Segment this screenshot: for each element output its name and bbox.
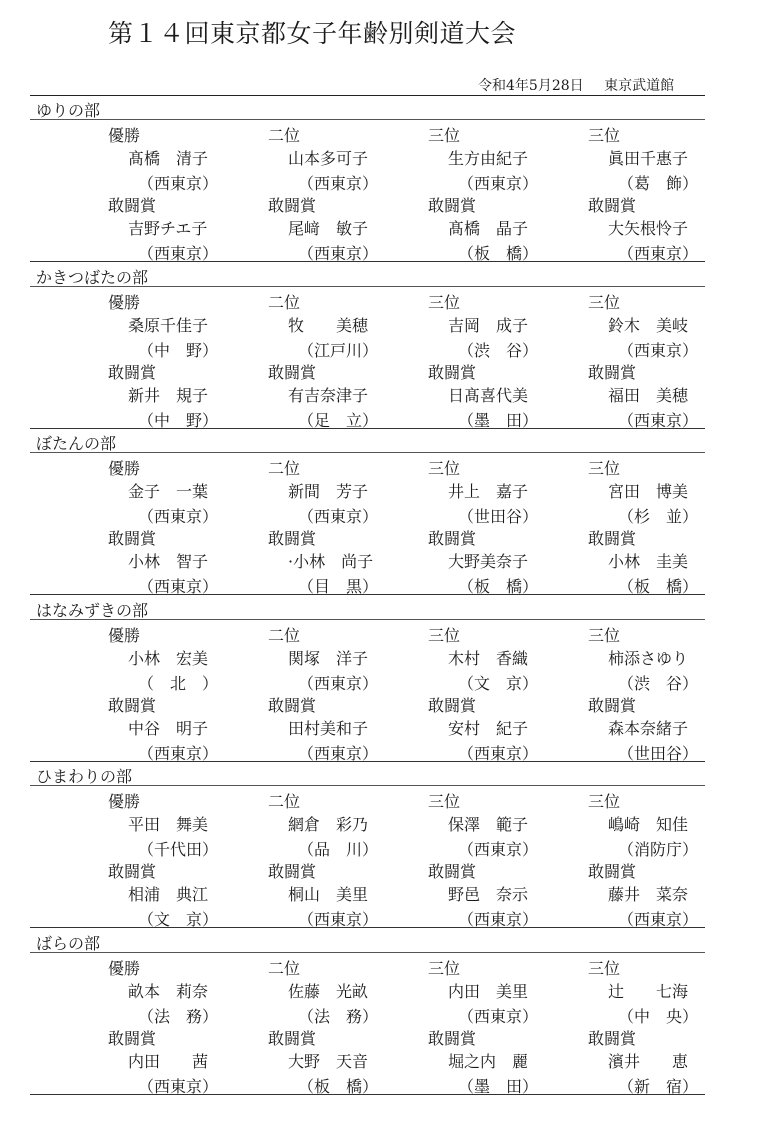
player-name: 桐山 美里	[288, 885, 369, 904]
team-name: （西東京）	[618, 410, 699, 430]
award-label: 敢闘賞	[588, 529, 637, 548]
team-name: （墨 田）	[458, 1076, 539, 1096]
division-name: ひまわりの部	[36, 767, 133, 786]
division-name: ばらの部	[36, 933, 101, 953]
award-label: 敢闘賞	[428, 362, 477, 382]
player-name: 桑原千佳子	[128, 315, 209, 335]
team-name: （西東京）	[298, 507, 379, 526]
team-name: （足 立）	[298, 410, 379, 430]
rank-label: 三位	[428, 459, 461, 478]
player-name: 田村美和子	[288, 718, 369, 738]
team-name: （中 野）	[138, 340, 219, 360]
player-name: 辻 七海	[608, 981, 689, 1001]
player-name: 木村 香織	[448, 648, 529, 668]
award-label: 敢闘賞	[108, 529, 157, 548]
division-name: はなみずきの部	[36, 600, 149, 620]
team-name: （西東京）	[618, 910, 699, 929]
team-name: （墨 田）	[458, 410, 539, 430]
division-rule	[30, 952, 705, 953]
player-name: 髙橋 清子	[128, 149, 209, 168]
player-name: 関塚 洋子	[288, 648, 369, 668]
award-label: 敢闘賞	[108, 362, 157, 382]
player-name: 新間 芳子	[288, 482, 369, 501]
rank-label: 優勝	[108, 292, 141, 312]
rank-label: 優勝	[108, 126, 141, 145]
division-rule	[30, 286, 705, 287]
team-name: （世田谷）	[618, 743, 699, 763]
team-name: （板 橋）	[458, 244, 539, 263]
team-name: （法 務）	[138, 1006, 219, 1026]
award-label: 敢闘賞	[588, 862, 637, 881]
team-name: （西東京）	[138, 174, 219, 193]
award-label: 敢闘賞	[428, 529, 477, 548]
player-name: 小林 宏美	[128, 648, 209, 668]
team-name: （西東京）	[458, 840, 539, 859]
player-name: 髙橋 晶子	[448, 219, 529, 238]
team-name: （西東京）	[298, 743, 379, 763]
player-name: 大野 天音	[288, 1051, 369, 1071]
division-block	[30, 96, 705, 262]
award-label: 敢闘賞	[428, 695, 477, 715]
player-name: 網倉 彩乃	[288, 815, 369, 834]
rank-label: 三位	[588, 792, 621, 811]
team-name: （渋 谷）	[458, 340, 539, 360]
award-label: 敢闘賞	[268, 529, 317, 548]
division-block	[30, 263, 705, 429]
rank-label: 三位	[588, 459, 621, 478]
player-name: 有吉奈津子	[288, 385, 369, 405]
division-bottom-rule	[30, 1094, 705, 1095]
player-name: 濱井 恵	[608, 1051, 689, 1071]
player-name: 福田 美穂	[608, 385, 689, 405]
team-name: （世田谷）	[458, 507, 539, 526]
event-venue: 東京武道館	[604, 78, 675, 94]
rank-label: 優勝	[108, 459, 141, 478]
rank-label: 三位	[428, 958, 461, 978]
rank-label: 二位	[268, 625, 301, 645]
team-name: （渋 谷）	[618, 673, 699, 693]
team-name: （目 黒）	[298, 577, 379, 596]
division-name: ぼたんの部	[36, 434, 117, 453]
team-name: （西東京）	[618, 340, 699, 360]
event-meta	[478, 75, 674, 95]
team-name: （西東京）	[458, 1006, 539, 1026]
team-name: （品 川）	[298, 840, 379, 859]
team-name: （西東京）	[458, 743, 539, 763]
player-name: 金子 一葉	[128, 482, 209, 501]
award-label: 敢闘賞	[268, 862, 317, 881]
player-name: 内田 茜	[128, 1051, 209, 1071]
player-name: 平田 舞美	[128, 815, 209, 834]
event-date: 令和4年5月28日	[478, 78, 584, 94]
rank-label: 二位	[268, 292, 301, 312]
team-name: （西東京）	[138, 743, 219, 763]
team-name: （文 京）	[458, 673, 539, 693]
rank-label: 優勝	[108, 958, 141, 978]
team-name: （法 務）	[298, 1006, 379, 1026]
rank-label: 二位	[268, 126, 301, 145]
rank-label: 三位	[428, 792, 461, 811]
team-name: （板 橋）	[618, 577, 699, 596]
team-name: （中 野）	[138, 410, 219, 430]
team-name: （板 橋）	[298, 1076, 379, 1096]
player-name: 尾﨑 敏子	[288, 219, 369, 238]
player-name: 日髙喜代美	[448, 385, 529, 405]
rank-label: 二位	[268, 958, 301, 978]
player-name: 大野美奈子	[448, 552, 529, 571]
division-name: かきつばたの部	[36, 267, 149, 287]
award-label: 敢闘賞	[108, 196, 157, 215]
team-name: （西東京）	[298, 673, 379, 693]
award-label: 敢闘賞	[108, 1028, 157, 1048]
team-name: （西東京）	[298, 910, 379, 929]
rank-label: 優勝	[108, 625, 141, 645]
team-name: （西東京）	[138, 507, 219, 526]
team-name: （千代田）	[138, 840, 219, 859]
division-rule	[30, 619, 705, 620]
team-name: （西東京）	[458, 174, 539, 193]
award-label: 敢闘賞	[268, 695, 317, 715]
team-name: （板 橋）	[458, 577, 539, 596]
division-rule	[30, 452, 705, 453]
player-name: 井上 嘉子	[448, 482, 529, 501]
team-name: （杉 並）	[618, 507, 699, 526]
team-name: （中 央）	[618, 1006, 699, 1026]
team-name: （西東京）	[298, 174, 379, 193]
award-label: 敢闘賞	[108, 862, 157, 881]
player-name: 牧 美穂	[288, 315, 369, 335]
rank-label: 三位	[428, 292, 461, 312]
team-name: （西東京）	[298, 244, 379, 263]
player-name: 内田 美里	[448, 981, 529, 1001]
player-name: 保澤 範子	[448, 815, 529, 834]
award-label: 敢闘賞	[588, 695, 637, 715]
rank-label: 三位	[588, 625, 621, 645]
rank-label: 三位	[428, 126, 461, 145]
player-name: 小林 圭美	[608, 552, 689, 571]
division-block	[30, 929, 705, 1095]
award-label: 敢闘賞	[268, 1028, 317, 1048]
award-label: 敢闘賞	[428, 862, 477, 881]
rank-label: 優勝	[108, 792, 141, 811]
award-label: 敢闘賞	[268, 196, 317, 215]
rank-label: 三位	[588, 126, 621, 145]
player-name: 森本奈緒子	[608, 718, 689, 738]
page-title: 第１４回東京都女子年齢別剣道大会	[108, 19, 517, 48]
player-name: 相浦 典江	[128, 885, 209, 904]
player-name: 佐藤 光畝	[288, 981, 369, 1001]
team-name: （西東京）	[138, 1076, 219, 1096]
player-name: 大矢根怜子	[608, 219, 689, 238]
team-name: （葛 飾）	[618, 174, 699, 193]
player-name: ·小林 尚子	[288, 552, 374, 571]
rank-label: 二位	[268, 459, 301, 478]
award-label: 敢闘賞	[428, 196, 477, 215]
team-name: （消防庁）	[618, 840, 699, 859]
player-name: 藤井 菜奈	[608, 885, 689, 904]
player-name: 吉野チエ子	[128, 219, 208, 238]
player-name: 生方由紀子	[448, 149, 529, 168]
player-name: 山本多可子	[288, 149, 369, 168]
division-name: ゆりの部	[36, 101, 101, 120]
team-name: （ 北 ）	[138, 673, 219, 693]
team-name: （文 京）	[138, 910, 219, 929]
player-name: 堀之内 麗	[448, 1051, 529, 1071]
team-name: （新 宿）	[618, 1076, 699, 1096]
team-name: （西東京）	[138, 244, 219, 263]
award-label: 敢闘賞	[108, 695, 157, 715]
team-name: （江戸川）	[298, 340, 379, 360]
player-name: 鈴木 美岐	[608, 315, 689, 335]
team-name: （西東京）	[458, 910, 539, 929]
division-rule	[30, 785, 705, 786]
team-name: （西東京）	[618, 244, 699, 263]
rank-label: 二位	[268, 792, 301, 811]
division-block	[30, 429, 705, 595]
award-label: 敢闘賞	[588, 362, 637, 382]
player-name: 嶋崎 知佳	[608, 815, 689, 834]
division-block	[30, 762, 705, 928]
award-label: 敢闘賞	[268, 362, 317, 382]
player-name: 吉岡 成子	[448, 315, 529, 335]
player-name: 柿添さゆり	[608, 648, 689, 668]
award-label: 敢闘賞	[428, 1028, 477, 1048]
player-name: 野邑 奈示	[448, 885, 529, 904]
player-name: 安村 紀子	[448, 718, 529, 738]
player-name: 宮田 博美	[608, 482, 689, 501]
award-label: 敢闘賞	[588, 1028, 637, 1048]
player-name: 新井 規子	[128, 385, 209, 405]
team-name: （西東京）	[138, 577, 219, 596]
player-name: 眞田千惠子	[608, 149, 689, 168]
division-block	[30, 596, 705, 762]
player-name: 小林 智子	[128, 552, 209, 571]
rank-label: 三位	[428, 625, 461, 645]
award-label: 敢闘賞	[588, 196, 637, 215]
division-rule	[30, 119, 705, 120]
player-name: 中谷 明子	[128, 718, 209, 738]
rank-label: 三位	[588, 292, 621, 312]
player-name: 畝本 莉奈	[128, 981, 209, 1001]
rank-label: 三位	[588, 958, 621, 978]
